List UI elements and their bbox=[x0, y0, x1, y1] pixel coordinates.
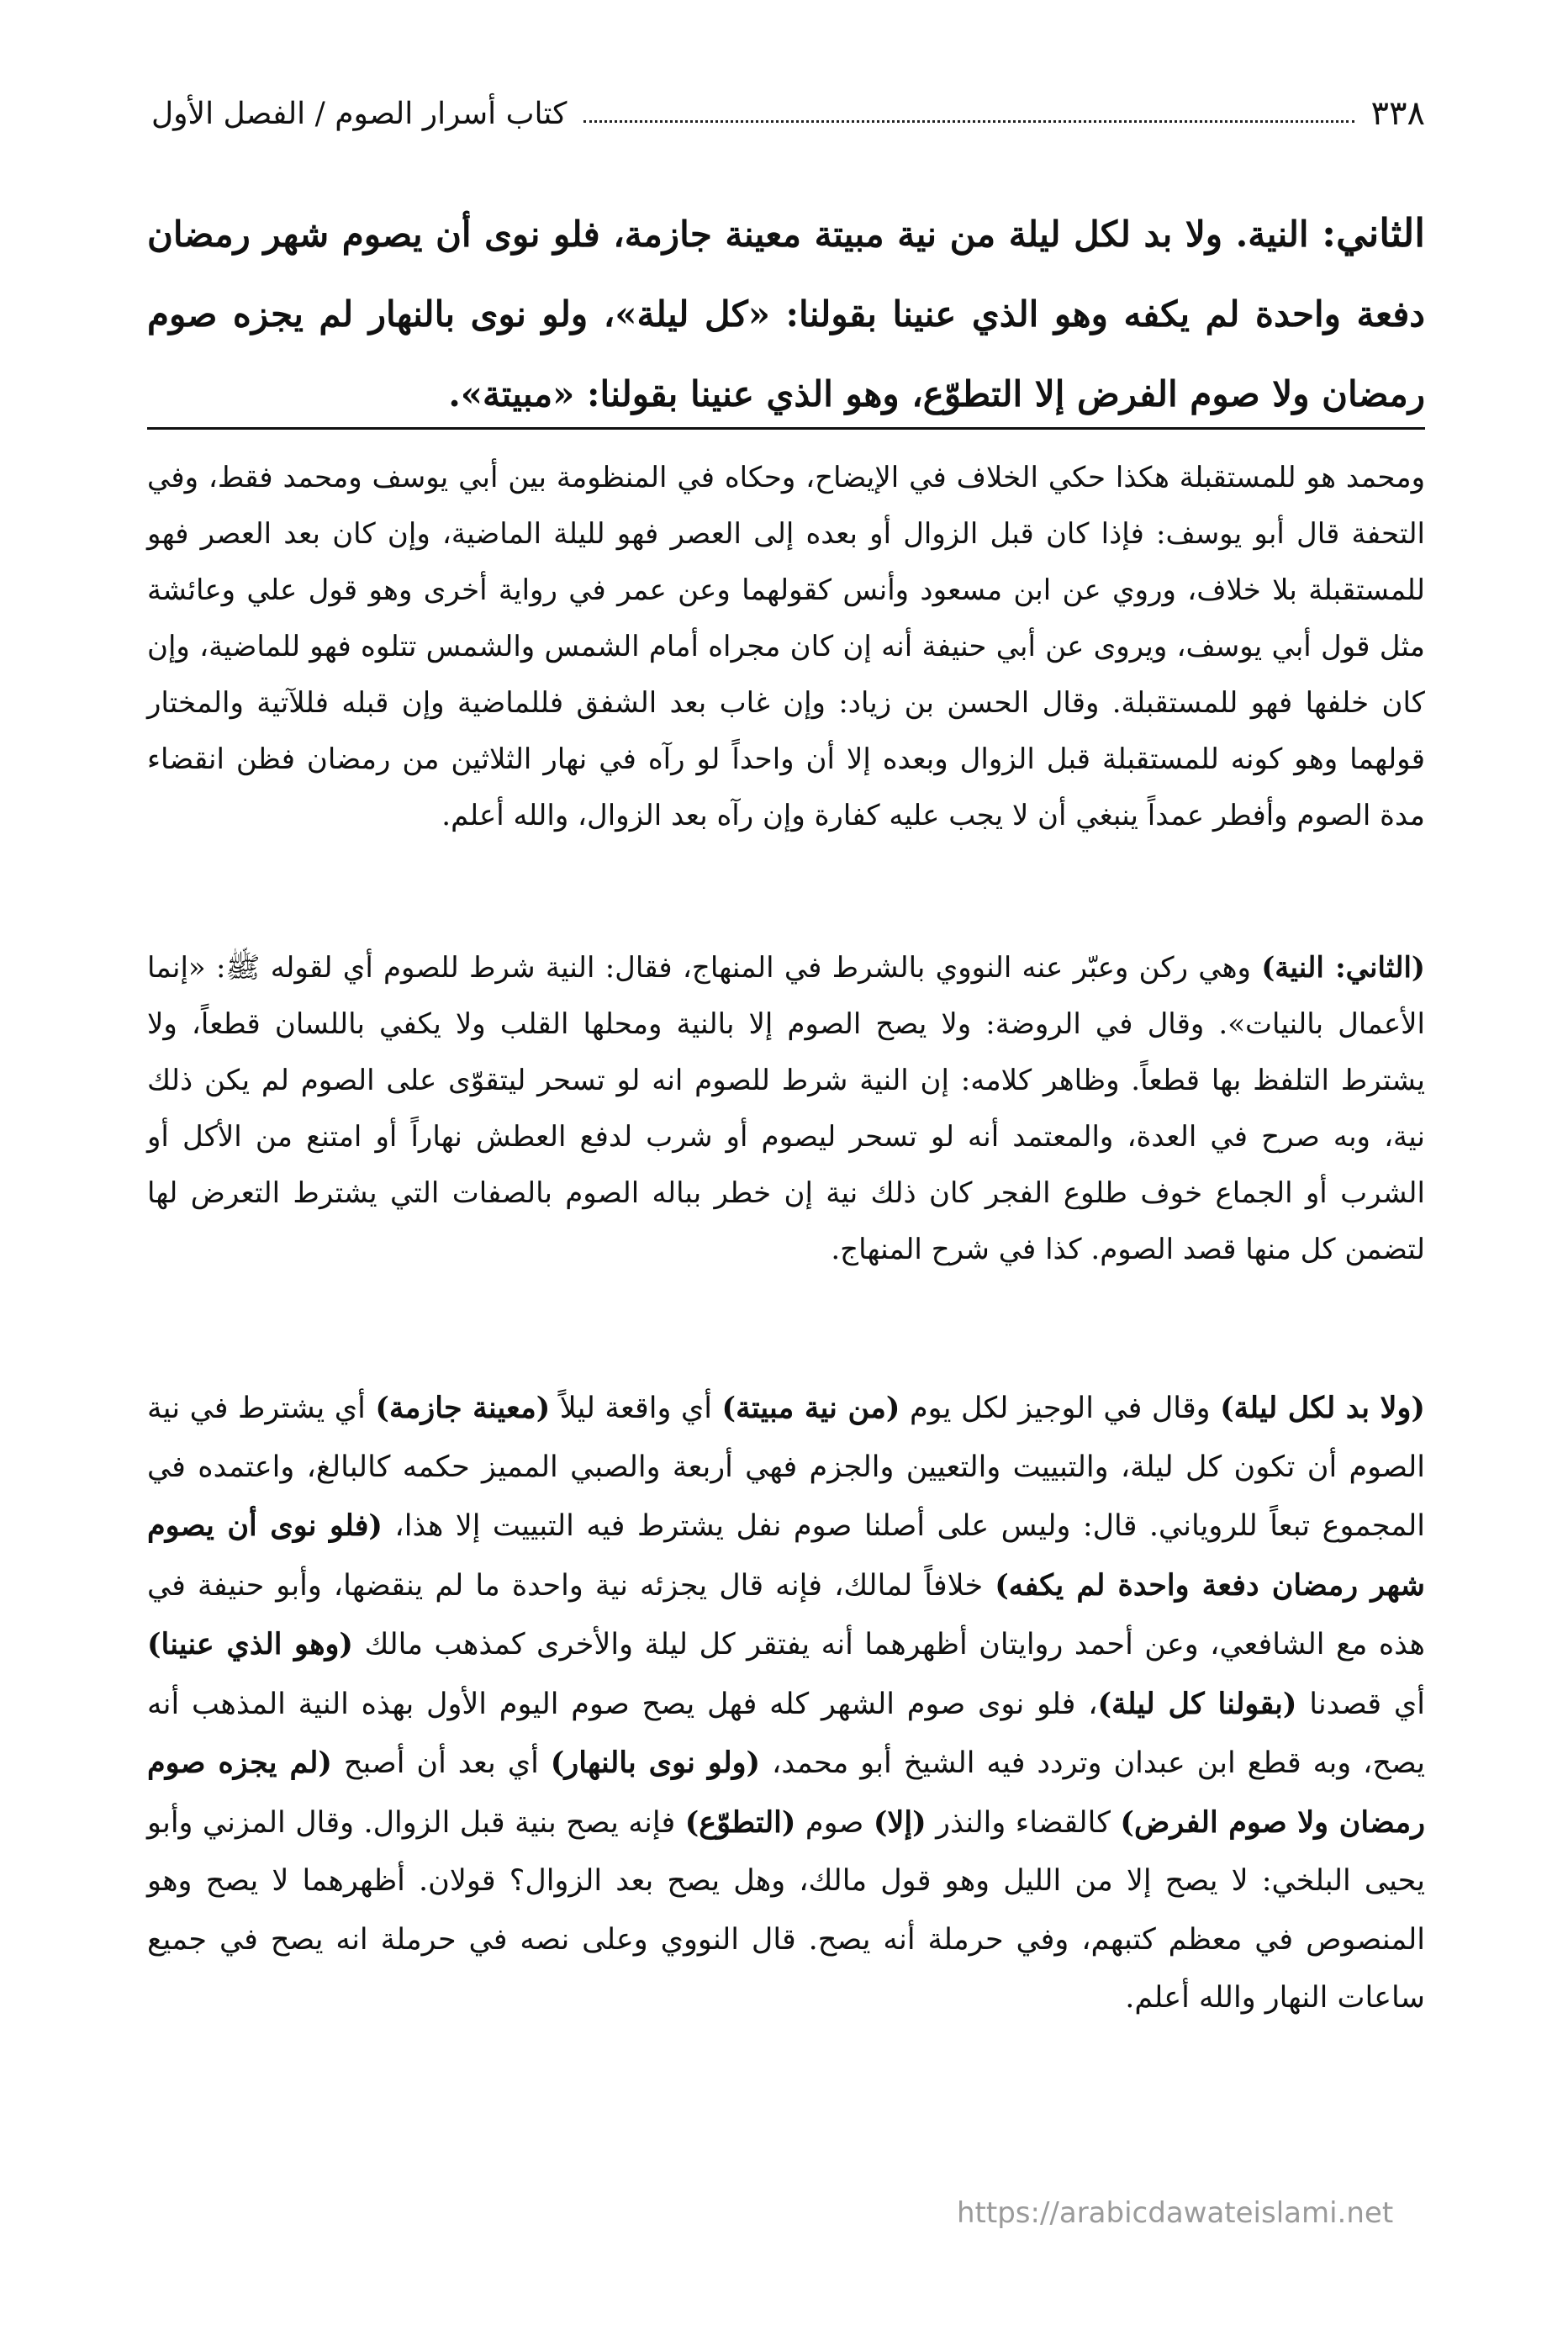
page-number: ٣٣٨ bbox=[1370, 94, 1425, 133]
commentary-block-2 bbox=[147, 940, 1425, 1278]
quoted-phrase: (لم يجزه صوم رمضان ولا صوم الفرض) bbox=[147, 1746, 1425, 1840]
paragraph-2-text: وهي ركن وعبّر عنه النووي بالشرط في المنهاج، فقال: النية شرط للصوم أي لقوله ﷺ: «إنما الأعمال بالنيات». وقال في الروضة: ولا يصح الصوم إلا بالنية ومحلها القلب ولا يكفي باللسان قطعاً، ولا يشترط التلفظ بها قطعاً. وظاهر كلامه: إن النية شرط للصوم انه لو تسحر ليتقوّى على الصوم لم يكن ذلك نية، وبه صرح في العدة، والمعتمد أنه لو تسحر ليصوم أو شرب لدفع العطش نهاراً أو امتنع من الأكل أو الشرب أو الجماع خوف طلوع الفجر كان ذلك نية إن خطر بباله الصوم بالصفات التي يشترط التعرض لها لتضمن كل منها قصد الصوم. كذا في شرح المنهاج. bbox=[147, 951, 1425, 1266]
commentary-text: وقال في الوجيز لكل يوم bbox=[900, 1392, 1221, 1425]
commentary-text: أي قصدنا bbox=[1296, 1687, 1426, 1721]
running-title: كتاب أسرار الصوم / الفصل الأول bbox=[151, 96, 568, 131]
commentary-text: أي واقعة ليلاً bbox=[550, 1392, 722, 1425]
main-text-lead: الثاني: bbox=[1322, 210, 1425, 256]
commentary-block-1 bbox=[147, 450, 1425, 844]
commentary-text: صوم bbox=[795, 1805, 874, 1840]
commentary-text: فإنه يصح بنية قبل الزوال. وقال المزني وأبو يحيى البلخي: لا يصح إلا من الليل وهو قول مالك، وهل يصح بعد الزوال؟ قولان. أظهرهما لا يصح وهو المنصوص في معظم كتبهم، وفي حرملة أنه يصح. قال النووي وعلى نصه في حرملة انه يصح في جميع ساعات النهار والله أعلم. bbox=[147, 1805, 1425, 2015]
commentary-paragraph-3 bbox=[147, 1379, 1425, 2028]
quoted-phrase: (ولو نوى بالنهار) bbox=[550, 1746, 761, 1780]
header-dotted-leader bbox=[583, 105, 1354, 123]
commentary-text: كالقضاء والنذر bbox=[926, 1805, 1121, 1840]
commentary-text: أي بعد أن أصبح bbox=[331, 1746, 551, 1780]
commentary-text: أي يشترط في نية الصوم أن تكون كل ليلة، والتبييت والتعيين والجزم فهي أربعة والصبي المميز حكمه كالبالغ، واعتمده في المجموع تبعاً للروياني. قال: وليس على أصلنا صوم نفل يشترط فيه التبييت إلا هذا، bbox=[147, 1392, 1425, 1543]
commentary-text: ، فلو نوى صوم الشهر كله فهل يصح صوم اليوم الأول بهذه النية المذهب أنه يصح، وبه قطع ابن عبدان وتردد فيه الشيخ أبو محمد، bbox=[147, 1687, 1426, 1780]
quoted-phrase: (وهو الذي عنينا) bbox=[147, 1627, 353, 1661]
commentary-block-3 bbox=[147, 1379, 1425, 2028]
quoted-phrase: (فلو نوى أن يصوم شهر رمضان دفعة واحدة لم يكفه) bbox=[147, 1508, 1425, 1603]
separator-rule bbox=[147, 427, 1425, 430]
main-text bbox=[147, 193, 1425, 434]
quoted-phrase: (ولا بد لكل ليلة) bbox=[1220, 1391, 1425, 1425]
main-text-body: النية. ولا بد لكل ليلة من نية مبيتة معينة جازمة، فلو نوى أن يصوم شهر رمضان دفعة واحدة لم يكفه وهو الذي عنينا بقولنا: «كل ليلة»، ولو نوى بالنهار لم يجزه صوم رمضان ولا صوم الفرض إلا التطوّع، وهو الذي عنينا بقولنا: «مبيتة». bbox=[147, 214, 1425, 415]
commentary-text: خلافاً لمالك، فإنه قال يجزئه نية واحدة ما لم ينقضها، وأبو حنيفة في هذه مع الشافعي، وعن أحمد روايتان أظهرهما أنه يفتقر كل ليلة والأخرى كمذهب مالك bbox=[147, 1568, 1425, 1661]
paragraph-2-lead: (الثاني: النية) bbox=[1261, 951, 1425, 985]
quoted-phrase: (من نية مبيتة) bbox=[721, 1391, 900, 1425]
commentary-paragraph-2 bbox=[147, 940, 1425, 1278]
quoted-phrase: (التطوّع) bbox=[684, 1804, 796, 1840]
quoted-phrase: (بقولنا كل ليلة) bbox=[1097, 1686, 1297, 1721]
quoted-phrase: (إلا) bbox=[873, 1804, 927, 1840]
page-header bbox=[151, 84, 1425, 143]
quoted-phrase: (معينة جازمة) bbox=[375, 1391, 551, 1425]
commentary-paragraph-1: ومحمد هو للمستقبلة هكذا حكي الخلاف في الإيضاح، وحكاه في المنظومة بين أبي يوسف ومحمد فقط، وفي التحفة قال أبو يوسف: فإذا كان قبل الزوال أو بعده إلى العصر فهو لليلة الماضية، وإن كان بعد العصر فهو للمستقبلة بلا خلاف، وروي عن ابن مسعود وأنس كقولهما وعن عمر في رواية أخرى وهو قول علي وعائشة مثل قول أبي يوسف، ويروى عن أبي حنيفة أنه إن كان مجراه أمام الشمس والشمس تتلوه فهو للماضية، وإن كان خلفها فهو للمستقبلة. وقال الحسن بن زياد: وإن غاب بعد الشفق فللماضية وإن قبله فللآتية والمختار قولهما وهو كونه للمستقبلة قبل الزوال وبعده إلا أن واحداً لو رآه في نهار الثلاثين من رمضان فظن انقضاء مدة الصوم وأفطر عمداً ينبغي أن لا يجب عليه كفارة وإن رآه بعد الزوال، والله أعلم. bbox=[147, 461, 1425, 832]
source-watermark: https://arabicdawateislami.net bbox=[957, 2196, 1394, 2230]
